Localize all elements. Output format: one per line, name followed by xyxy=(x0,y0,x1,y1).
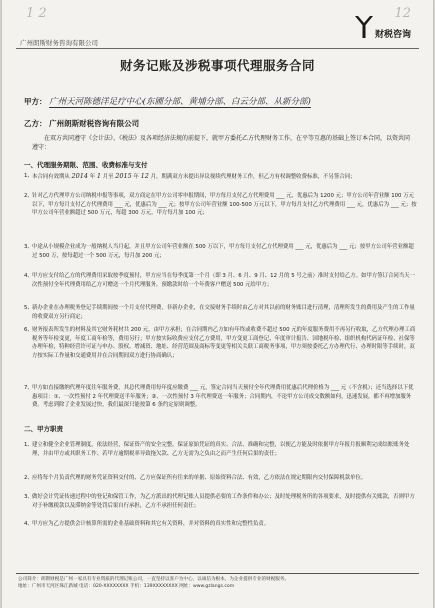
section-2-item-3: 3、 做好会计凭证传递过程中的登记和保管工作，为乙方派出的代理记账人员提供必要的工作条件和办公；及时处理税务所的各项要求，及时提供有关账款，否则甲方对于补缴税款以及滞纳金等处罚后果自行承担，乙方不承担任何责任； xyxy=(24,494,415,509)
party-b-label: 乙方： xyxy=(24,119,47,128)
start-month-field: 1 xyxy=(96,172,101,180)
section-1-heading: 一、代理服务期限、范围、收费标准与支付 xyxy=(24,161,148,169)
party-a-value: 广州天河陈德洋足疗中心(东圃分部、黄埔分部、白云分部、从新分部) xyxy=(49,97,311,107)
company-logo-icon xyxy=(353,14,375,40)
scribble-top-left: 1 2 xyxy=(26,6,47,21)
document-title: 财务记账及涉税事项代理服务合同 xyxy=(119,58,315,73)
contract-page xyxy=(2,0,433,608)
party-a-label: 甲方： xyxy=(24,97,47,106)
end-year-field: 2015 xyxy=(115,172,132,180)
header-company-name: 广州朗斯财务咨询有限公司 xyxy=(20,39,98,47)
section-2-item-1: 1、 建立和健全企业管理制度，依法经营，保证资产的安全完整，保证原始凭证的真实、合法、准确和完整，以便乙方能及时依据甲方年报月报顺利完成结账账务处理，并由甲方或其职务工作、若甲方逾期税率导致拖欠款、乙方无需为之负由之而产生任何后果的责任； xyxy=(24,442,410,457)
logo-text: 财税咨询 xyxy=(374,30,411,40)
section-1-item-6: 6、 财务报表所发生的材料及其它财务耗材共 200 元，由甲方承担；在合同期内乙方如有年终或收费不超过 500 元的年度服务费用不再另行收取，乙方代理办理工商税务等年检变更，年度工商年检等，费用另行；甲方按实际收费应支付乙方费用，甲方变更工商登记、年度审计报告、国地税年检、组织机构代码证年检、社保等办理年检，特种经营许可证与申办、股权、增减资、地址、经营范围及商标等变更等相关关联工商税务事项，甲方须按委托乙方办理代行、办理时限等手续时，双方按实际工作量和交通费用并在合同期间双方进行协商确认； xyxy=(24,327,416,359)
section-2-item-2: 2、 应将每个月负责代理的财务凭证资料交付的、乙方应保证所有往来的单据、原始资料合法、有效，乙方依法在规定期限内交付保障税款单位。 xyxy=(24,475,367,481)
start-year-field: 2014 xyxy=(71,172,89,180)
section-1-item-5: 5、 新办企业在办理税务登记手续期间按一个月支付代理费，非新办企业，在交接财务手续时由乙方对其以前的财务账目进行清理，清理所发生的费用及产生的工作量的收费双方另行商定； xyxy=(24,305,415,320)
section-1-item-4: 4、 甲方应支付给乙方的代理费用采取按季度预付，甲方应当在每季度第一个月（即 3 月、6 月、9 月、12 月的 5 号之前）准时支付给乙方。如甲方签订合同当天一次性预付全年代理费用给乙方可赠送一个月代理服务，预缴款时给一个年费客户赠送 500 元给甲方； xyxy=(24,273,415,288)
footer-line-2: 地址：广州市天河区珠江新城 电话：020-XXXXXXXX 手机：139XXXXXXXX 网址：www.gzlangs.com xyxy=(18,584,235,589)
section-2-item-4: 4、 甲方应为乙方提供会计核算所需的企业基础资料和其它有关资料，并对资料的真实性和完整性负责。 xyxy=(24,521,270,527)
end-month-field: 12 xyxy=(140,172,149,180)
party-b-value: 广州朗斯财税咨询有限公司 xyxy=(49,119,140,128)
header-divider xyxy=(16,48,419,49)
section-2-heading: 二、甲方职责 xyxy=(24,425,63,433)
section-1-item-3: 3、 中途从小规模企业成为一般纳税人当月起，并且甲方公司年营业额在 500 万以下，甲方每月支付乙方代理费用 ___ 元，优惠后为 ___ 元；按甲方公司年营业额超过 500 万，按每超过一个 500 万元，每月加 200 元； xyxy=(24,244,414,259)
party-a-row xyxy=(24,95,311,107)
footer xyxy=(18,576,419,590)
contract-intro: 在双方共同遵守《会计法》、《税法》及各项经济法规的前提下，就甲方委托乙方代理财务工作，在平等互惠的基础上签订本合同，以资共同遵守： xyxy=(32,135,411,151)
footer-divider xyxy=(16,573,419,574)
section-1-item-1: 1、 本合同有效期从 2014 年 1 月至 2015 年 12 月，期满双方未提出异议视续代理财务工作，但乙方有权调整收费标准，不另签合同； xyxy=(24,172,356,180)
section-1-item-2: 2、 针对乙方代理甲方公司纳税申报等事项，双方商定在甲方公司零申报期间，甲方每月支付乙方代理费用 ___ 元，优惠后为 1200 元；甲方公司年营业额 100 万元以下，甲方每月支付乙方代理费用 ___ 元，优惠后为 ___ 元；按甲方公司年营业额 100-500 万元以下，甲方每月支付乙方代理费用 ___ 元，优惠后为 ___ 元；按甲方公司年营业额超过 500 万元，每超 300 万元，甲方每月加 100 元； xyxy=(24,193,417,217)
scribble-top-right: 12 xyxy=(394,6,411,21)
party-b-row xyxy=(24,118,139,129)
footer-line-1: 公司简介：朗斯财税是广州一家具有专业资质的代理记账公司，一直坚持以客户为中心，以诚信为根本，为企业提供专业的财税服务。 xyxy=(18,577,290,582)
section-1-item-7: 7、 甲方如直接缴纳代理年度往年服务费，其总代理费用每年度应缴费 ___ 元，签定合同当天预付全年代理费用优惠后代理价格为 ___ 元（不含税）；还当选择以下优惠项目：①、一次性预付 2 年代理费送半年服务；②、一次性预付 3 年代理费送一年服务；合同期内，不论甲方公司成交数额如何，迅速发展，都不再增加服务费。考虑到除了企业发展过快，我们最深只能按第 6 条约定原则调整。 xyxy=(24,385,414,409)
